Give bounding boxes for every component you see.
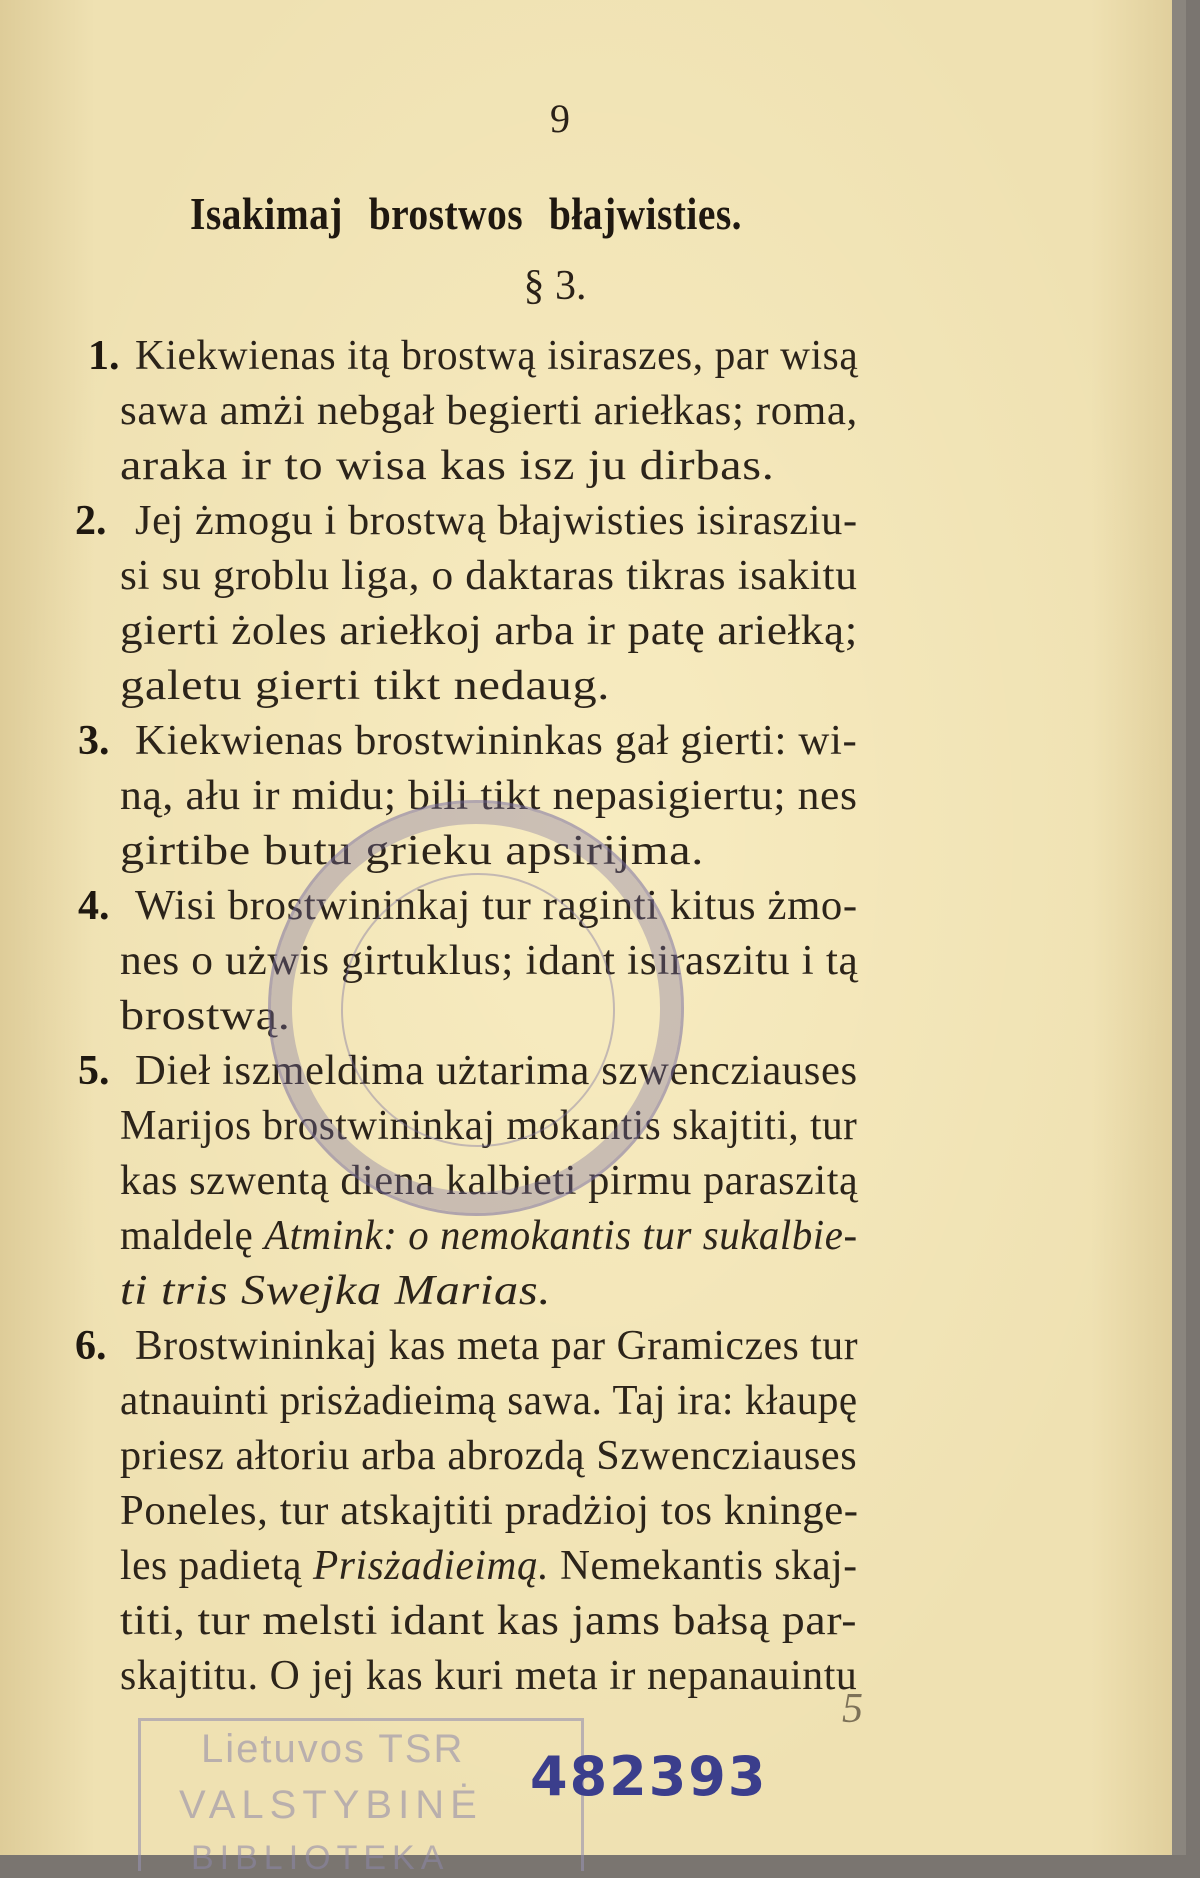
text-line: Poneles, tur atskajtiti pradżioj tos kninge- (120, 1488, 859, 1534)
catalog-number: 482393 (530, 1745, 768, 1808)
page-title: Isakimaj brostwos błajwisties. (190, 188, 742, 239)
text-line: priesz ałtoriu arba abrozdą Szwencziauses (120, 1433, 858, 1479)
text-line: brostwą. (120, 993, 291, 1039)
item-number: 4. (78, 883, 110, 929)
page-edge (1172, 0, 1186, 1855)
page-number: 9 (550, 96, 570, 141)
text-line: atnauinti prisżadieimą sawa. Taj ira: kłaupę (120, 1378, 858, 1424)
text-line: Jej żmogu i brostwą błajwisties isirasziu- (135, 498, 858, 544)
item-number: 1. (88, 333, 120, 379)
text-line-end: Nemekantis skaj- (560, 1543, 858, 1589)
item-number: 3. (78, 718, 110, 764)
text-line: Brostwininkaj kas meta par Gramiczes tur (135, 1323, 859, 1369)
text-line (120, 1212, 858, 1260)
item-number: 6. (75, 1323, 107, 1369)
text-line-start: les padietą (120, 1543, 303, 1589)
text-line: nes o użwis girtuklus; idant isiraszitu i tą (120, 938, 859, 984)
text-line: Wisi brostwininkaj tur raginti kitus żmo- (135, 883, 858, 929)
italic-text: Atmink: o nemokantis tur sukalbie- (264, 1213, 858, 1259)
text-line: araka ir to wisa kas isz ju dirbas. (120, 443, 775, 489)
italic-text: Prisżadieimą. (313, 1543, 550, 1589)
text-line: gierti żoles ariełkoj arba ir patę ariełką; (120, 608, 858, 654)
item-number: 2. (75, 498, 107, 544)
library-stamp-line: BIBLIOTEKA (191, 1839, 450, 1877)
library-stamp (138, 1718, 584, 1877)
library-stamp-line: VALSTYBINĖ (179, 1783, 483, 1827)
text-line: girtibe butu grieku apsirijma. (120, 828, 705, 874)
item-number: 5. (78, 1048, 110, 1094)
text-line: skajtitu. O jej kas kuri meta ir nepanauintu (120, 1653, 858, 1699)
text-line: titi, tur melsti idant kas jams bałsą par- (120, 1598, 858, 1644)
library-stamp-line: Lietuvos TSR (201, 1727, 465, 1771)
section-number: § 3. (523, 263, 587, 309)
text-line: si su groblu liga, o daktaras tikras isakitu (120, 553, 858, 599)
text-line: Kiekwienas brostwininkas gał gierti: wi- (135, 718, 858, 764)
text-line: ną, ału ir midu; bili tikt nepasigiertu; nes (120, 773, 858, 819)
text-line: kas szwentą diena kalbieti pirmu paraszitą (120, 1158, 859, 1204)
margin-mark: 5 (842, 1686, 863, 1732)
text-line: sawa amżi nebgał begierti ariełkas; roma, (120, 388, 858, 434)
text-line (120, 1542, 858, 1590)
text-line: galetu gierti tikt nedaug. (120, 663, 611, 709)
text-line: Marijos brostwininkaj mokantis skajtiti, tur (120, 1103, 858, 1149)
text-line-start: maldelę (120, 1213, 254, 1259)
text-line: ti tris Swejka Marias. (120, 1268, 552, 1314)
text-line: Dieł iszmeldima użtarima szwencziauses (135, 1048, 858, 1094)
text-line: Kiekwienas itą brostwą isiraszes, par wisą (135, 333, 859, 379)
